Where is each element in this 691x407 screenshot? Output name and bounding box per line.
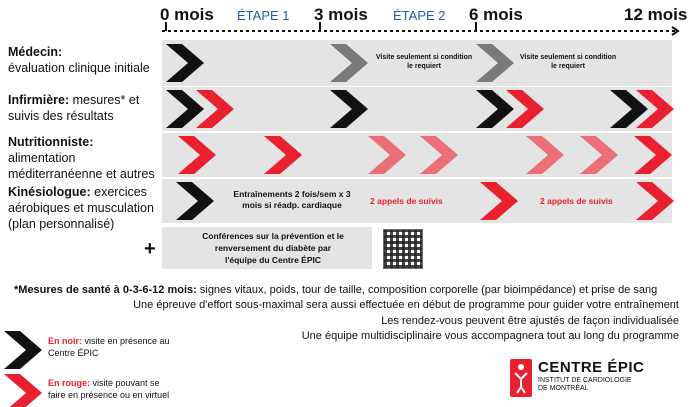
chevron-black [610,90,648,128]
footnote-line-2: Les rendez-vous peuvent être ajustés de façon individualisée [381,315,679,327]
role-nutritionniste: Nutritionniste: [8,135,94,149]
desc-nutritionniste: alimentation méditerranéenne et autres [8,151,155,181]
logo-sub-2: DE MONTRÉAL [538,385,589,392]
legend-chevron-black [4,331,42,369]
legend-chevron-red [4,374,42,407]
centre-epic-logo [510,355,660,401]
chevron-black [330,90,368,128]
chevron-black [166,44,204,82]
qr-code [383,229,423,269]
chevron-red [634,136,672,174]
chevron-light-red [526,136,564,174]
chevron-black [176,182,214,220]
health-measures-text: signes vitaux, poids, tour de taille, composition corporelle (par bioimpédance) et prise de sang [199,284,658,296]
row-label-kinesiologue [8,184,160,232]
logo-sub-1: INSTITUT DE CARDIOLOGIE [538,377,632,384]
legend-black-label: En noir: [48,336,82,346]
row-label-nutritionniste [8,134,160,182]
milestone-0: 0 mois [160,5,214,24]
row-label-medecin [8,44,158,76]
role-kinesiologue: Kinésiologue: [8,185,91,199]
health-measures-note [14,284,657,296]
row-label-infirmiere [8,92,160,124]
desc-medecin: évaluation clinique initiale [8,61,150,75]
chevron-black [476,90,514,128]
legend-red [48,377,178,401]
chevron-light-red [420,136,458,174]
desc-infirmiere: mesures* et suivis des résultats [8,93,140,123]
stage-2-label: ÉTAPE 2 [393,8,446,23]
chevron-black [166,90,204,128]
role-medecin: Médecin: [8,45,63,59]
footnote-line-1: Une épreuve d'effort sous-maximal sera aussi effectuée en début de programme pour guider votre entraînement [133,299,679,311]
chevron-gray [330,44,368,82]
chevron-red [480,182,518,220]
health-measures-lead: *Mesures de santé à 0-3-6-12 mois: [14,284,197,296]
chevron-light-red [580,136,618,174]
calls-text-2: 2 appels de suivis [540,196,613,206]
legend-black-text: visite en présence au Centre ÉPIC [48,336,170,358]
logo-name: CENTRE ÉPIC [538,359,645,376]
chevron-red [178,136,216,174]
calls-text-1: 2 appels de suivis [370,196,443,206]
desc-kinesiologue: exercices aérobiques et musculation (plan personnalisé) [8,185,154,231]
logo-mark-icon [510,359,532,397]
role-infirmiere: Infirmière: [8,93,70,107]
milestone-6: 6 mois [469,5,523,24]
milestone-3: 3 mois [314,5,368,24]
chevron-gray [476,44,514,82]
medecin-note-2: Visite seulement si condition le requiert [519,54,617,70]
chevron-light-red [368,136,406,174]
legend-black [48,335,178,359]
legend-red-text: visite pouvant se faire en présence ou en virtuel [48,378,170,400]
chevron-red [264,136,302,174]
logo-figure-icon [510,359,532,397]
medecin-note-1: Visite seulement si condition le requiert [375,54,473,70]
legend-red-label: En rouge: [48,378,90,388]
training-text: Entraînements 2 fois/sem x 3 mois si réadp. cardiaque [233,189,351,210]
footnote-line-3: Une équipe multidisciplinaire vous accompagnera tout au long du programme [301,330,679,342]
stage-1-label: ÉTAPE 1 [237,8,290,23]
plus-sign: + [144,238,156,260]
milestone-12: 12 mois [624,5,688,24]
chevron-red [636,182,674,220]
conference-text: Conférences sur la prévention et le renversement du diabète par l'équipe du Centre ÉPIC [202,231,344,265]
